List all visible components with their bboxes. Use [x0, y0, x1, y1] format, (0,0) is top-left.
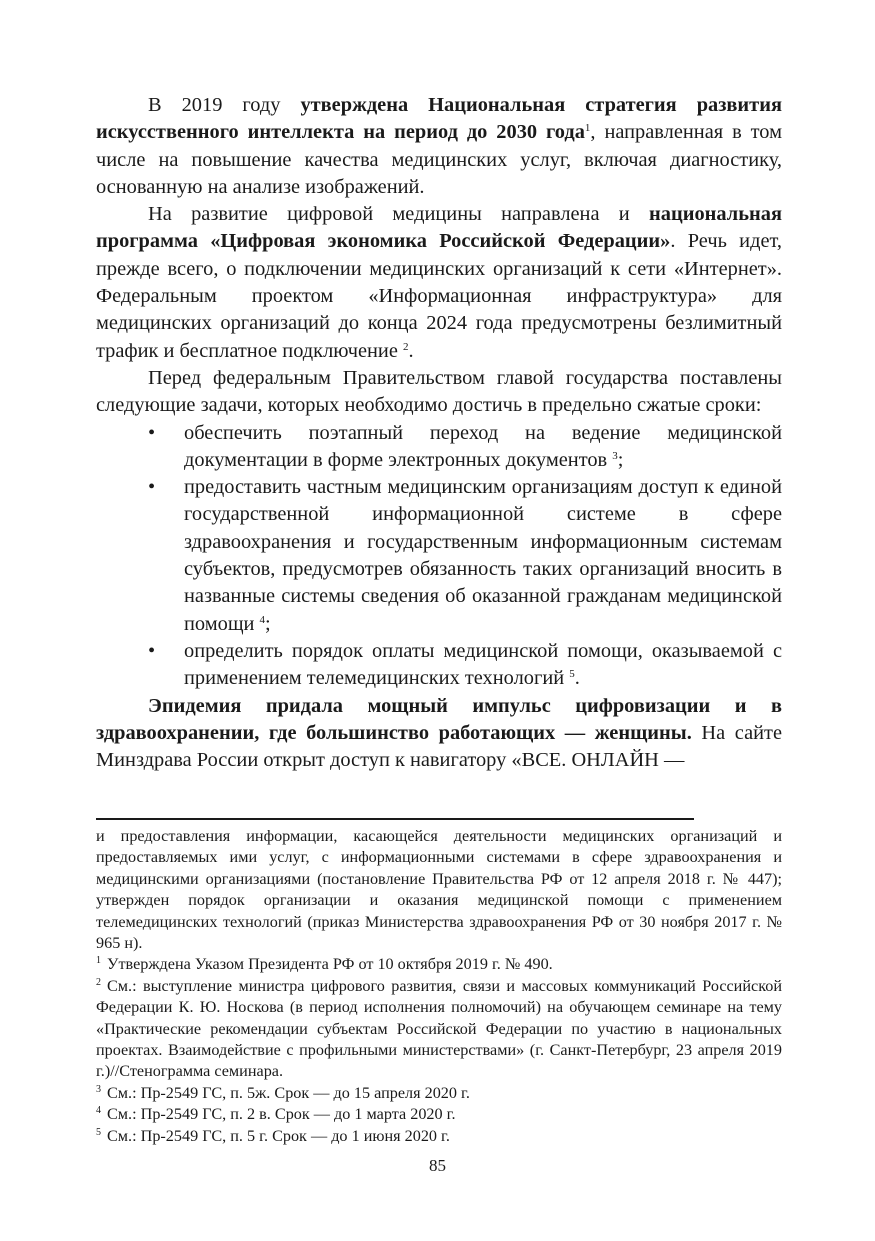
footnote-number: 1: [96, 955, 101, 967]
footnote-number: 5: [96, 1126, 101, 1138]
footnote-ref[interactable]: 3: [612, 449, 618, 462]
footnotes: [96, 826, 782, 1147]
text-run: .: [408, 339, 414, 362]
list-item-text: обеспечить поэтапный переход на ведение медицинской документации в форме электронных документов: [184, 421, 782, 471]
list-item: [96, 420, 782, 475]
bullet-icon: •: [148, 639, 156, 662]
task-list: [96, 420, 782, 693]
footnote-number: 4: [96, 1105, 101, 1117]
footnote-ref[interactable]: 4: [259, 613, 266, 626]
footnote-text: См.: Пр-2549 ГС, п. 5ж. Срок — до 15 апреля 2020 г.: [107, 1083, 470, 1102]
bullet-icon: •: [148, 476, 156, 499]
footnote-4: [96, 1104, 782, 1125]
footnote-ref[interactable]: 2: [403, 340, 409, 353]
footnote-ref[interactable]: 1: [584, 122, 591, 135]
footnote-number: 2: [96, 976, 101, 988]
text-run: . Речь идет, прежде всего, о подключении медицинских организаций к сети «Интернет». Федеральным проектом «Информационная инфраструктура» для медицинских организаций до конца 2024 года предусмотрены безлимитный трафик и бесплатное подключение: [96, 230, 782, 362]
footnote-text: См.: выступление министра цифрового развития, связи и массовых коммуникаций Российской Федерации К. Ю. Носкова (в период исполнения полномочий) на обучающем семинаре на тему «Практические рекомендации субъектам Российской Федерации по участию в национальных проектах. Взаимодействие с профильными министерствами» (г. Санкт-Петербург, 23 апреля 2019 г.)//Стенограмма семинара.: [96, 976, 782, 1081]
list-item-end: .: [574, 667, 580, 690]
paragraph-government-tasks: [96, 365, 782, 420]
text-run: На сайте Минздрава России открыт доступ к навигатору «ВСЕ. ОНЛАЙН —: [96, 721, 782, 772]
footnote-3: [96, 1083, 782, 1104]
footnote-text: Утверждена Указом Президента РФ от 10 октября 2019 г. № 490.: [107, 955, 553, 974]
footnote-1: [96, 954, 782, 975]
footnote-2: [96, 976, 782, 1083]
text-run: В 2019 году: [148, 94, 301, 116]
list-item-end: ;: [617, 448, 624, 471]
footnote-5: [96, 1126, 782, 1147]
text-run: Перед федеральным Правительством главой государства поставлены следующие задачи, которых необходимо достичь в предельно сжатые сроки:: [96, 366, 782, 417]
list-item-end: ;: [265, 612, 271, 635]
main-text: [96, 92, 782, 774]
paragraph-epidemic: [96, 693, 782, 775]
page-body: [96, 92, 782, 774]
footnote-text: См.: Пр-2549 ГС, п. 2 в. Срок — до 1 марта 2020 г.: [107, 1105, 456, 1124]
bold-run: Эпидемия придала мощный импульс цифровизации и в здравоохранении, где большинство работающих — женщины.: [96, 694, 782, 744]
list-item-text: определить порядок оплаты медицинской помощи, оказываемой с применением телемедицинских технологий: [184, 639, 782, 690]
footnote-number: 3: [96, 1083, 101, 1095]
list-item: [96, 638, 782, 693]
list-item: [96, 474, 782, 638]
paragraph-ai-strategy: [96, 92, 782, 201]
text-run: На развитие цифровой медицины направлена и: [148, 203, 650, 226]
bullet-icon: •: [148, 421, 156, 444]
bold-run: утверждена Национальная стратегия развития искусственного интеллекта на период до 2030 года: [96, 94, 782, 144]
paragraph-digital-economy: [96, 201, 782, 365]
footnote-text: См.: Пр-2549 ГС, п. 5 г. Срок — до 1 июня 2020 г.: [107, 1126, 450, 1145]
page-number: 85: [429, 1156, 446, 1175]
bold-run: национальная программа «Цифровая экономика Российской Федерации»: [96, 203, 782, 253]
footnote-continuation: и предоставления информации, касающейся деятельности медицинских организаций и предоставляемых ими услуг, с информационными системами в сфере здравоохранения и медицинскими организациями (постановление Правительства РФ от 12 апреля 2018 г. № 447); утвержден порядок организации и оказания медицинской помощи с применением телемедицинских технологий (приказ Министерства здравоохранения РФ от 30 ноября 2017 г. № 965 н).: [96, 827, 782, 953]
text-run: , направленная в том числе на повышение качества медицинских услуг, включая диагностику, основанную на анализе изображений.: [96, 121, 782, 198]
footnote-ref[interactable]: 5: [569, 668, 575, 681]
footnote-divider: [96, 818, 694, 820]
list-item-text: предоставить частным медицинским организациям доступ к единой государственной информационной системе в сфере здравоохранения и государственным информационным системам субъектов, предусмотрев обязанность таких организаций вносить в названные системы сведения об оказанной гражданам медицинской помощи: [184, 476, 782, 635]
